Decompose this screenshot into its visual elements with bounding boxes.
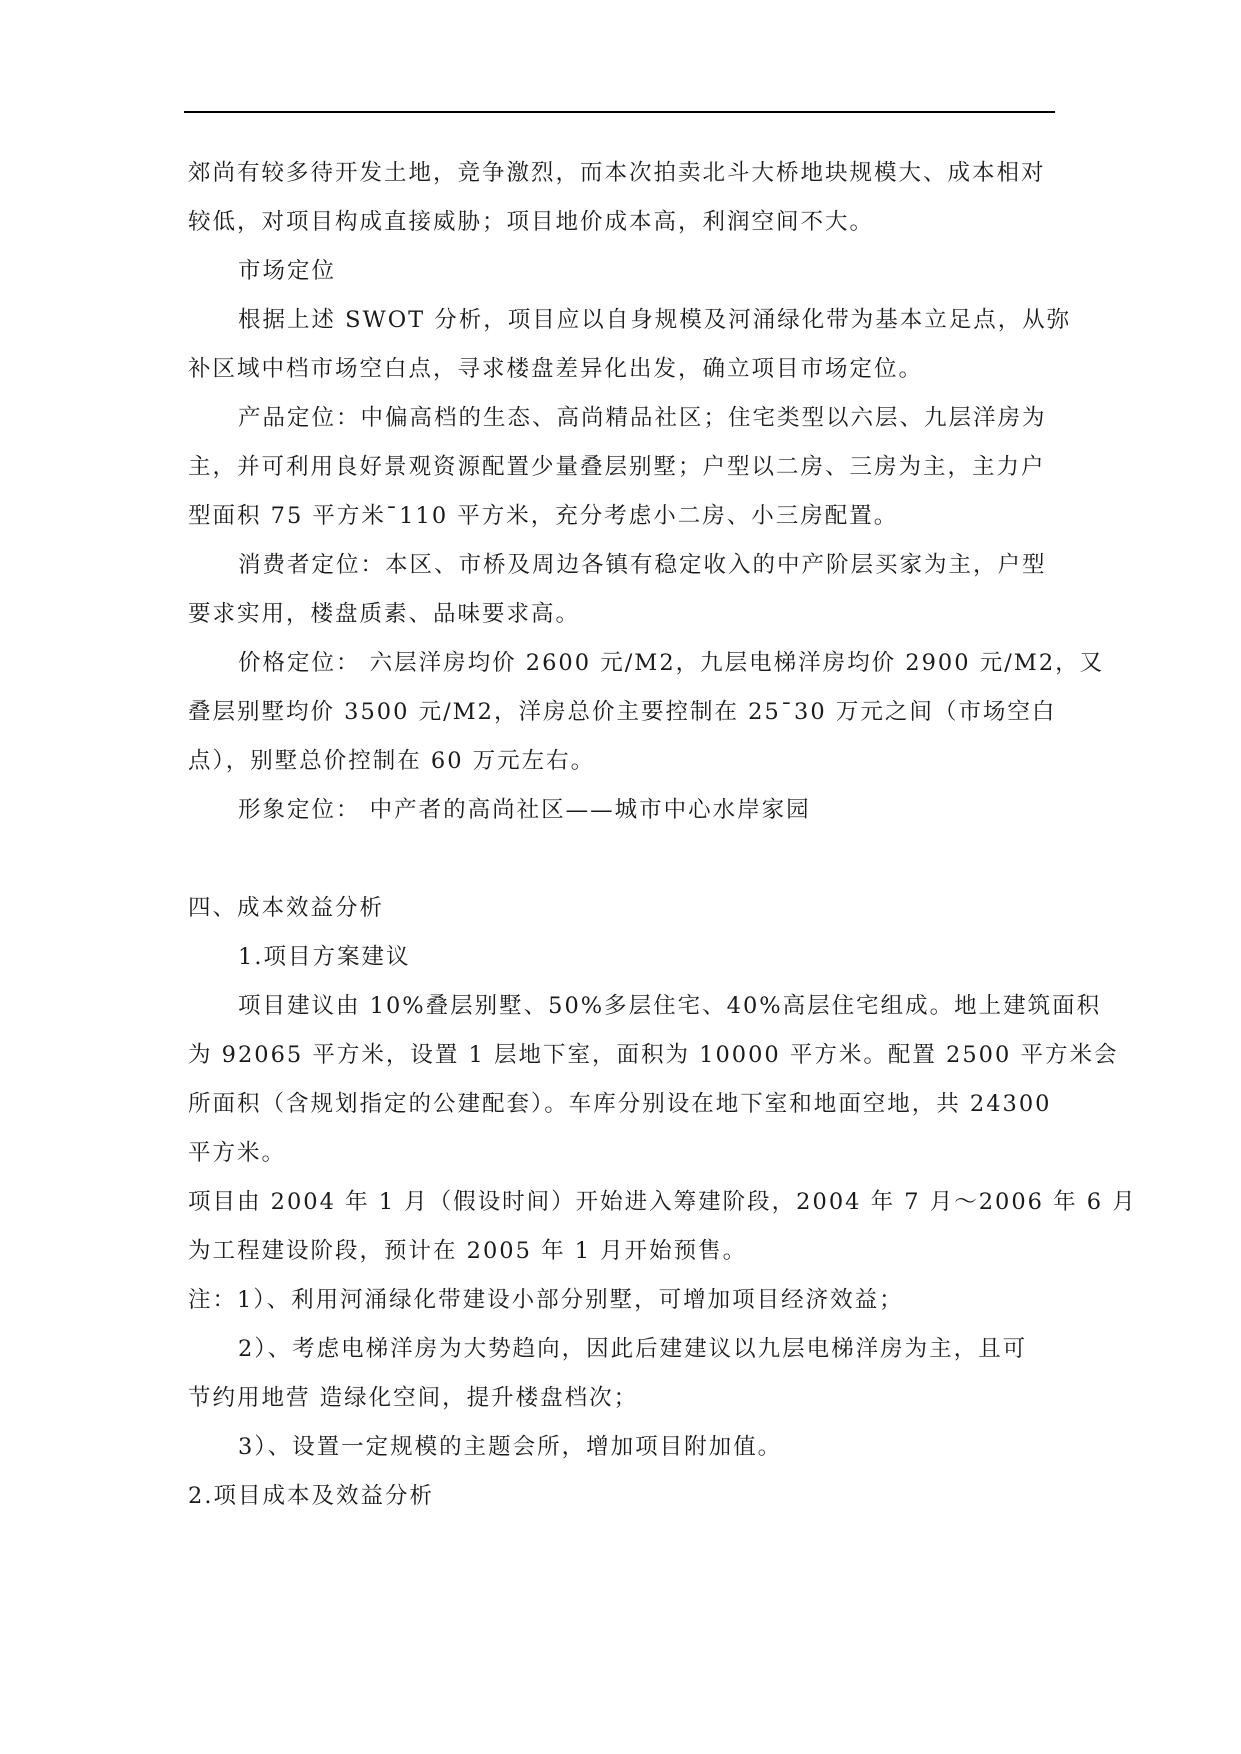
subsection-heading: 2.项目成本及效益分析 [188,1483,434,1509]
body-line: 补区域中档市场空白点，寻求楼盘差异化出发，确立项目市场定位。 [188,356,924,382]
body-line: 根据上述 SWOT 分析，项目应以自身规模及河涌绿化带为基本立足点，从弥 [238,307,1072,333]
body-line: 为 92065 平方米，设置 1 层地下室，面积为 10000 平方米。配置 2500 平方米会 [188,1042,1119,1068]
body-line: 产品定位：中偏高档的生态、高尚精品社区；住宅类型以六层、九层洋房为 [238,405,1047,431]
note-line: 注：1）、利用河涌绿化带建设小部分别墅，可增加项目经济效益； [188,1287,904,1313]
note-line: 3）、设置一定规模的主题会所，增加项目附加值。 [238,1434,783,1460]
body-line: 叠层别墅均价 3500 元/M2，洋房总价主要控制在 25¯30 万元之间（市场空白 [188,699,1057,725]
body-line: 型面积 75 平方米¯110 平方米，充分考虑小二房、小三房配置。 [188,503,899,529]
body-line: 消费者定位：本区、市桥及周边各镇有稳定收入的中产阶层买家为主，户型 [238,552,1047,578]
note-line: 节约用地营 造绿化空间，提升楼盘档次； [188,1385,639,1411]
body-line: 项目由 2004 年 1 月（假设时间）开始进入筹建阶段，2004 年 7 月～2006 年 6 月 [188,1189,1137,1215]
subsection-heading: 1.项目方案建议 [238,944,411,970]
body-line: 主，并可利用良好景观资源配置少量叠层别墅；户型以二房、三房为主，主力户 [188,454,1046,480]
body-line: 郊尚有较多待开发土地，竞争激烈，而本次拍卖北斗大桥地块规模大、成本相对 [188,160,1046,186]
body-line: 平方米。 [188,1140,287,1166]
body-line: 要求实用，楼盘质素、品味要求高。 [188,601,581,627]
note-line: 2）、考虑电梯洋房为大势趋向，因此后建建议以九层电梯洋房为主，且可 [238,1336,1028,1362]
body-line: 形象定位： 中产者的高尚社区——城市中心水岸家园 [238,797,811,823]
header-rule [184,111,1055,113]
body-line: 所面积（含规划指定的公建配套）。车库分别设在地下室和地面空地，共 24300 [188,1091,1052,1117]
body-line: 为工程建设阶段，预计在 2005 年 1 月开始预售。 [188,1238,748,1264]
body-line: 较低，对项目构成直接威胁；项目地价成本高，利润空间不大。 [188,209,875,235]
body-line: 点），别墅总价控制在 60 万元左右。 [188,748,596,774]
chapter-heading: 四、成本效益分析 [188,895,385,921]
body-line: 价格定位： 六层洋房均价 2600 元/M2，九层电梯洋房均价 2900 元/M2，又 [238,650,1105,676]
section-heading: 市场定位 [238,258,337,284]
body-line: 项目建议由 10%叠层别墅、50%多层住宅、40%高层住宅组成。地上建筑面积 [238,993,1102,1019]
